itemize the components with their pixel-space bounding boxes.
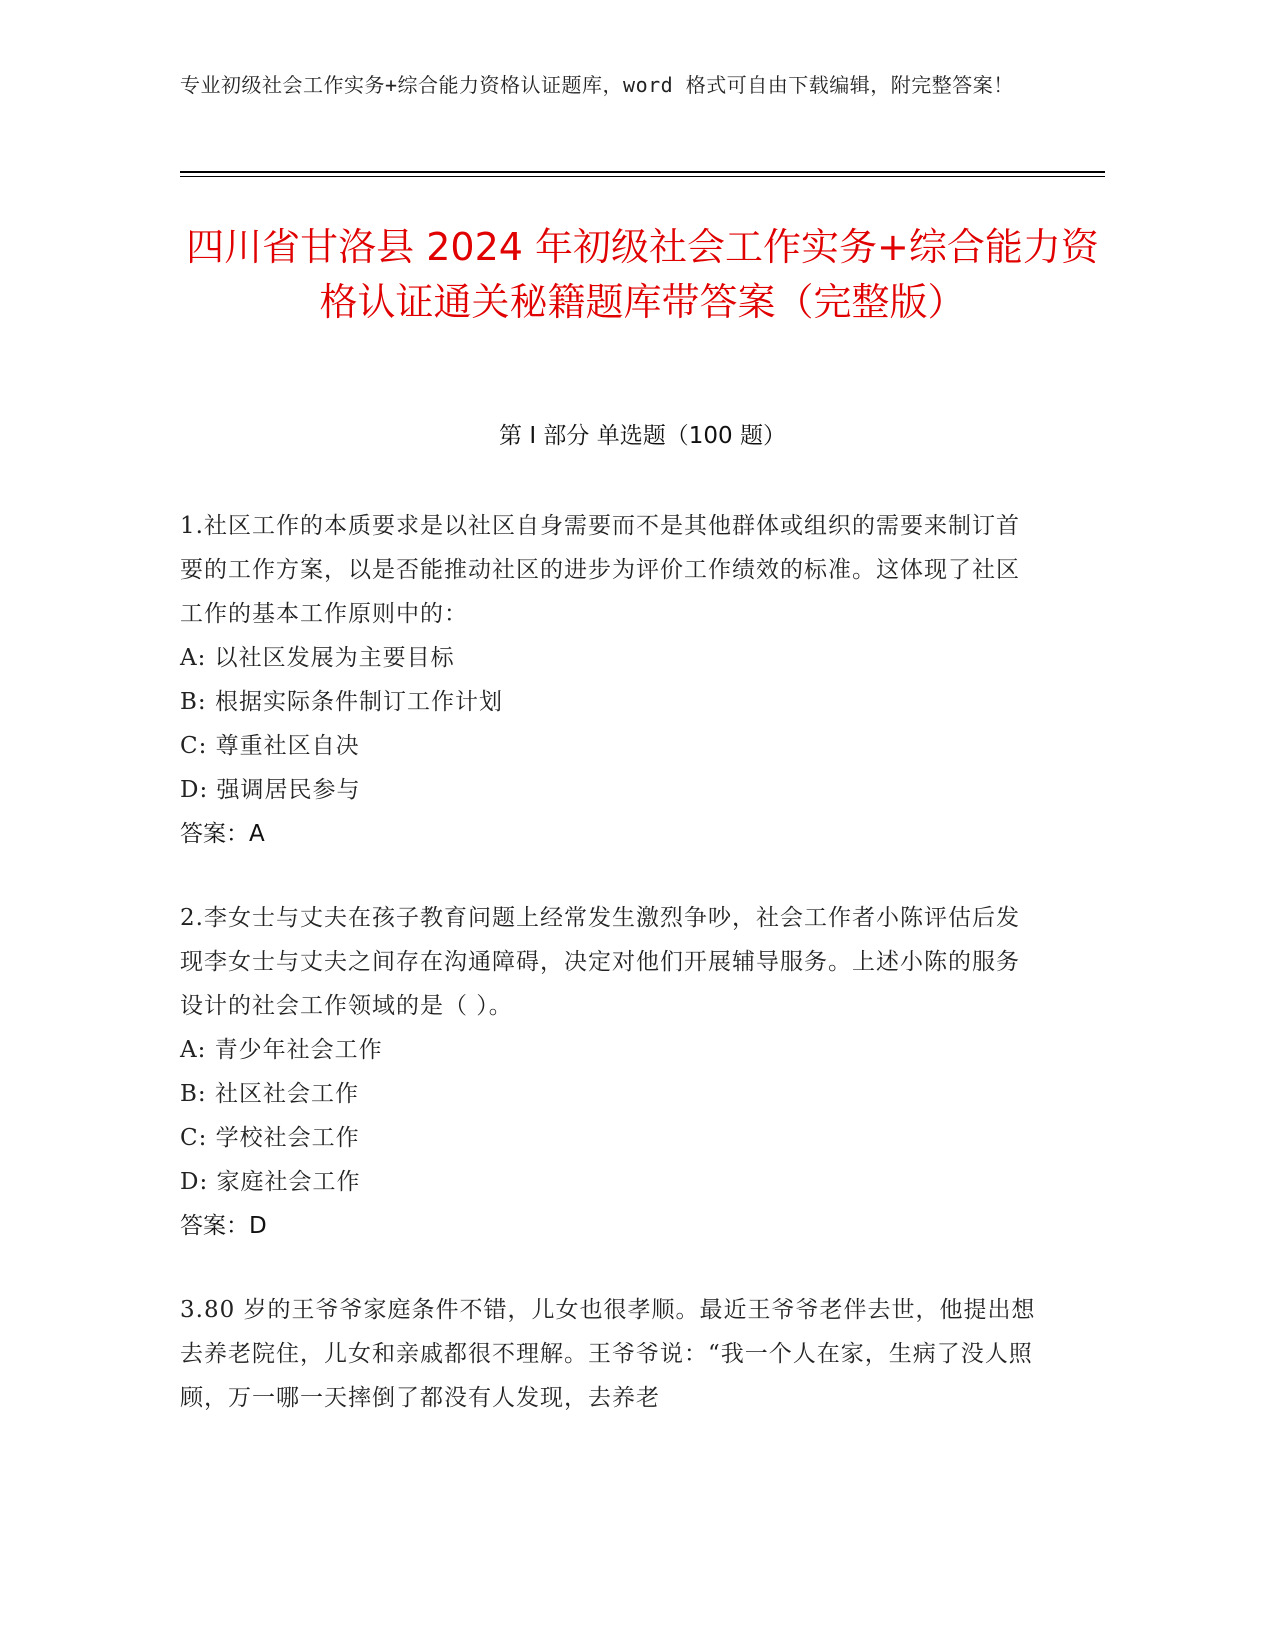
option-d: D: 强调居民参与 <box>180 777 361 803</box>
option-a: A: 以社区发展为主要目标 <box>180 645 455 671</box>
question-stem: 1.社区工作的本质要求是以社区自身需要而不是其他群体或组织的需要来制订首要的工作方案，以是否能推动社区的进步为评价工作绩效的标准。这体现了社区工作的基本工作原则中的： <box>180 513 1020 627</box>
document-title: 四川省甘洛县 2024 年初级社会工作实务+综合能力资格认证通关秘籍题库带答案（完整版） <box>186 225 1099 324</box>
question-stem: 2.李女士与丈夫在孩子教育问题上经常发生激烈争吵，社会工作者小陈评估后发现李女士与丈夫之间存在沟通障碍，决定对他们开展辅导服务。上述小陈的服务设计的社会工作领域的是（ ）。 <box>180 905 1020 1019</box>
question-1 <box>180 504 1040 856</box>
option-d: D: 家庭社会工作 <box>180 1169 361 1195</box>
question-2 <box>180 896 1040 1248</box>
question-stem: 3.80 岁的王爷爷家庭条件不错，儿女也很孝顺。最近王爷爷老伴去世，他提出想去养老院住，儿女和亲戚都很不理解。王爷爷说：“我一个人在家，生病了没人照顾，万一哪一天摔倒了都没有人发现，去养老 <box>180 1297 1036 1411</box>
answer: 答案：A <box>180 821 265 847</box>
header-note: 专业初级社会工作实务+综合能力资格认证题库，word 格式可自由下载编辑，附完整答案！ <box>180 73 1014 97</box>
option-c: C: 尊重社区自决 <box>180 733 360 759</box>
option-c: C: 学校社会工作 <box>180 1125 360 1151</box>
answer: 答案：D <box>180 1213 267 1239</box>
option-a: A: 青少年社会工作 <box>180 1037 383 1063</box>
section-title: 第 I 部分 单选题（100 题） <box>499 423 786 449</box>
question-list <box>180 504 1040 1460</box>
question-3 <box>180 1288 1040 1420</box>
option-b: B: 根据实际条件制订工作计划 <box>180 689 503 715</box>
header-divider-thick <box>180 171 1105 173</box>
header-divider-thin <box>180 176 1105 177</box>
option-b: B: 社区社会工作 <box>180 1081 359 1107</box>
